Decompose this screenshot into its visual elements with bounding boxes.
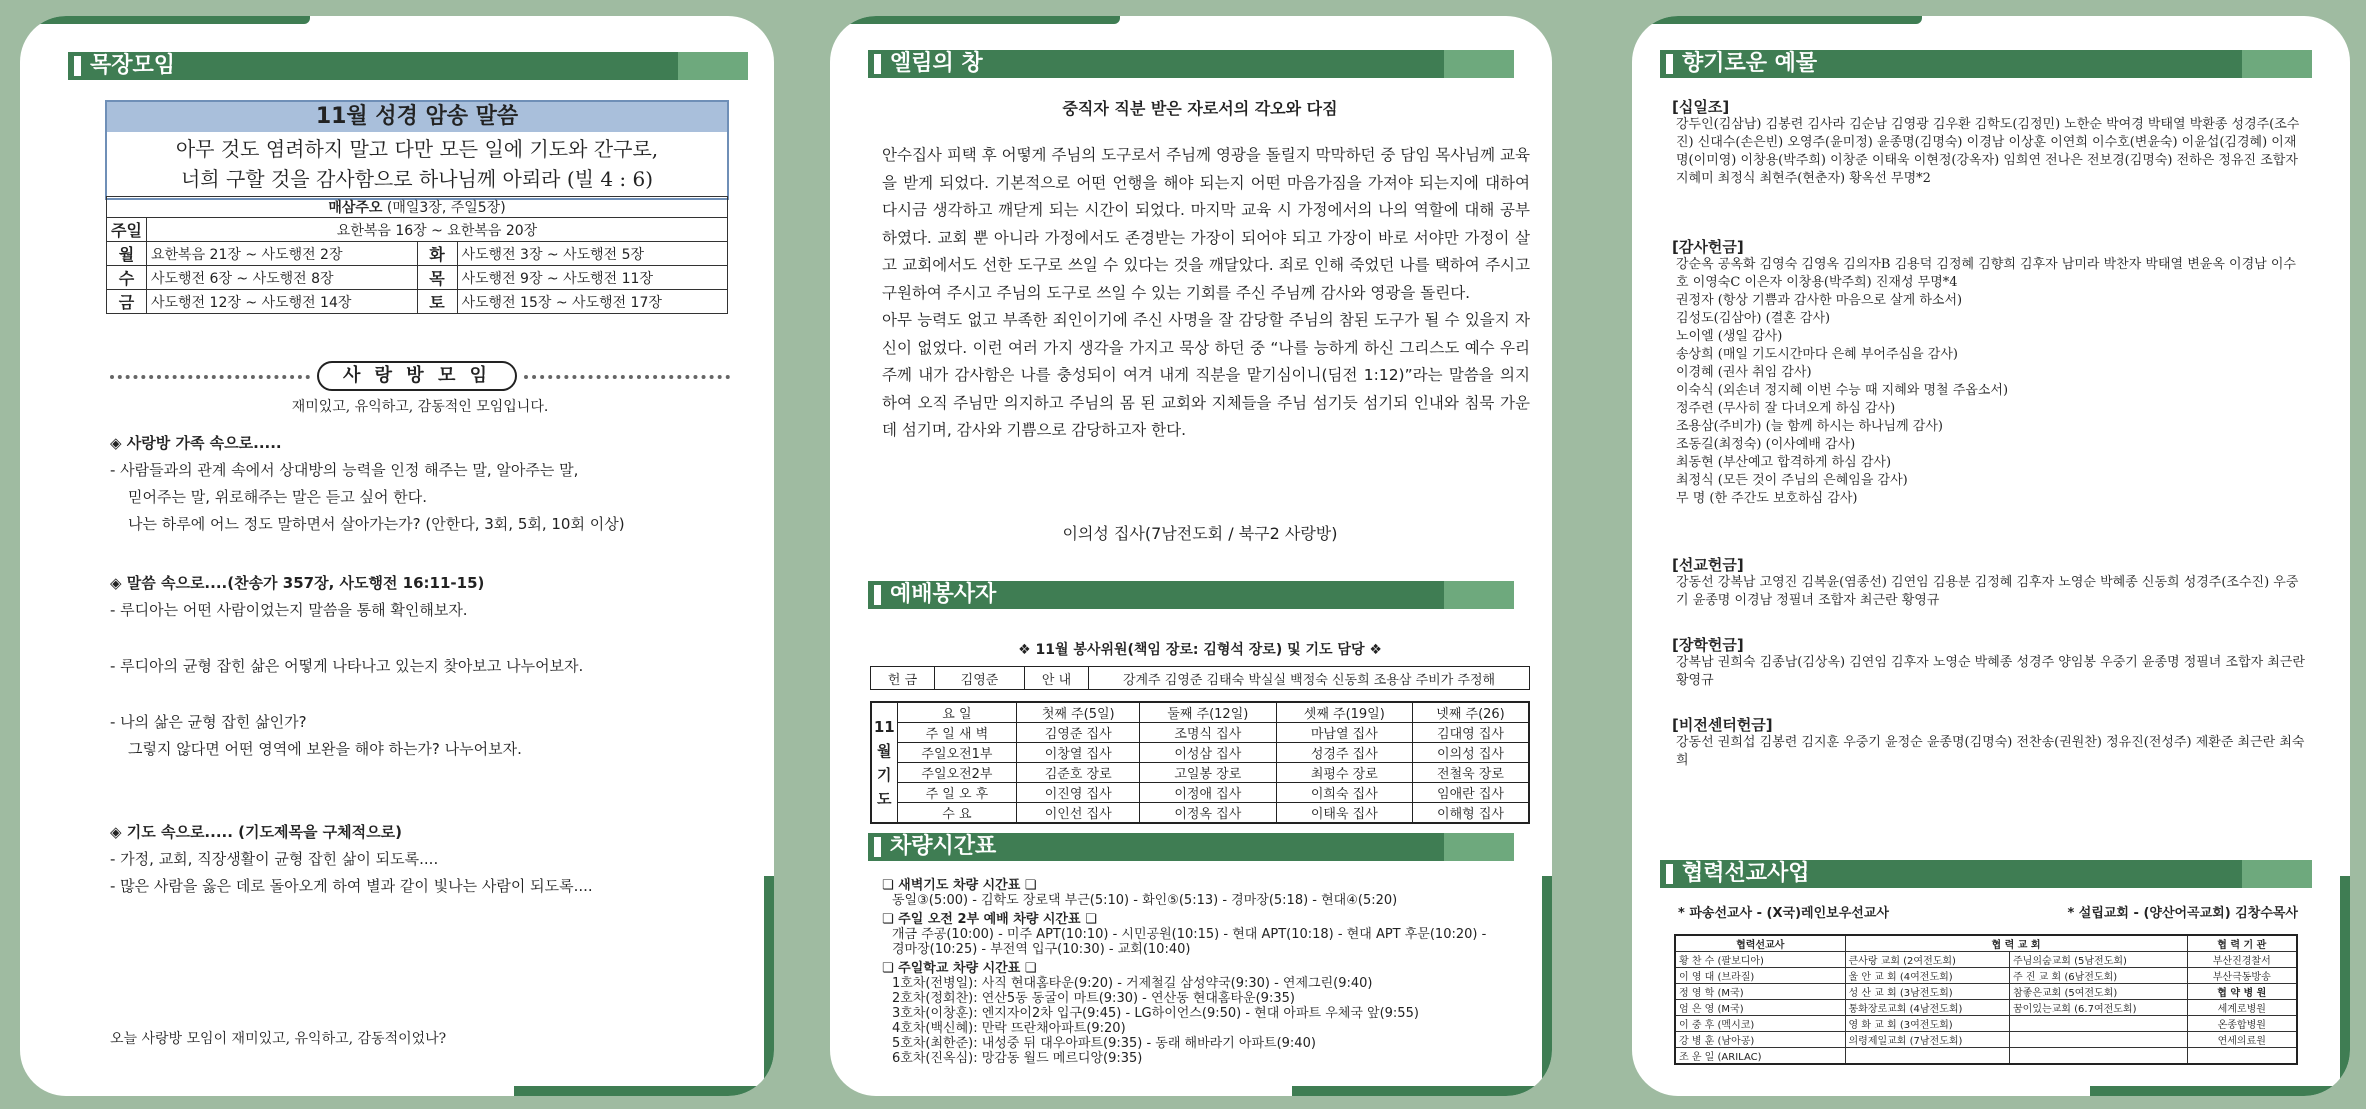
reading-day: 화 [417, 242, 457, 266]
mission-cell: 주 진 교 회 (6남전도회) [2010, 968, 2188, 984]
panel-elim-window [830, 16, 1552, 1096]
section-title-bus: 차량시간표 [868, 833, 1514, 861]
reading-range: 사도행전 15장 ~ 사도행전 17장 [457, 290, 728, 314]
section-title-elim: 엘림의 창 [868, 50, 1514, 78]
offering-names-text: 강순옥 공옥화 김영숙 김영옥 김의자B 김용덕 김정혜 김향희 김후자 남미라 박찬자 박태열 변윤옥 이경남 이수호 이영숙C 이은자 이창용(박주희) 진재성 무명*4 [1676, 257, 2296, 290]
servers-value: 강계주 김영준 김태숙 박실실 백정숙 신동희 조용삼 주비가 주정해 [1089, 667, 1530, 690]
offering-names: 강두인(김삼남) 김봉련 김사라 김순남 김영광 김우환 김학도(김정민) 노한순 박여경 박태열 박환종 성경주(조수진) 신대수(손은빈) 오영주(윤미정) 윤종명(김명숙) 이경남 이상훈 이연희 이수호(변윤숙) 이윤섭(김경혜) 이재명(이미영) 이창용(박주희) 이창준 이태욱 이현정(강옥자) 임희연 전나은 전보경(김명숙) 전하은 정유진 조합자 지혜미 최정식 최현주(현춘자) 황옥선 무명*2 [1676, 117, 2300, 186]
bus-line: 2호차(정회찬): 연산5동 동굴이 마트(9:30) - 연산동 현대홈타운(9:35) [892, 991, 1295, 1006]
duty-cell: 수 요 [897, 803, 1017, 824]
mission-cell: 협 약 병 원 [2187, 984, 2297, 1000]
table-row [871, 723, 1529, 743]
reading-day: 금 [107, 290, 147, 314]
duty-cell: 전철욱 장로 [1413, 763, 1529, 783]
mission-cell: 정 영 학 (M국) [1675, 984, 1845, 1000]
servers-label: 안 내 [1025, 667, 1089, 690]
offering-heading: [장학헌금] [1672, 636, 1744, 654]
mission-cell: 온종합병원 [2187, 1016, 2297, 1032]
mission-cell: 황 찬 수 (팔보디아) [1675, 952, 1845, 968]
duty-cell: 주 일 오 후 [897, 783, 1017, 803]
list-item: 이경혜 (권사 취임 감사) [1676, 365, 1812, 380]
table-row [1675, 1000, 2297, 1016]
duty-cell: 이진영 집사 [1017, 783, 1140, 803]
mission-cell: 이 중 후 (멕시코) [1675, 1016, 1845, 1032]
text-line: 나는 하루에 어느 정도 말하면서 살아가는가? (안한다, 3회, 5회, 10회 이상) [128, 515, 625, 533]
text-line: - 많은 사람을 옳은 데로 돌아오게 하여 별과 같이 빛나는 사람이 되도록.... [110, 877, 593, 895]
mission-cell: 울 안 교 회 (4여전도회) [1845, 968, 2010, 984]
reading-day: 월 [107, 242, 147, 266]
list-item: 권정자 (항상 기쁨과 감사한 마음으로 살게 하소서) [1676, 293, 1963, 308]
duty-cell: 주 일 새 벽 [897, 723, 1017, 743]
mission-right-label: * 설립교회 - (양산어곡교회) 김창수목사 [2067, 906, 2298, 921]
table-row [871, 783, 1529, 803]
servers-value: 김영준 [935, 667, 1025, 690]
essay-title: 중직자 직분 받은 자로서의 각오와 다짐 [1062, 99, 1338, 118]
duty-cell: 고일봉 장로 [1140, 763, 1276, 783]
panel-offerings [1632, 16, 2350, 1096]
duty-cell: 주일오전1부 [897, 743, 1017, 763]
duty-cell: 김준호 장로 [1017, 763, 1140, 783]
reading-day: 주일 [107, 218, 147, 242]
decor-right-bar [2340, 876, 2350, 1096]
list-item: 최동현 (부산예고 합격하게 하심 감사) [1676, 455, 1892, 470]
essay-author: 이의성 집사(7남전도회 / 북구2 사랑방) [1062, 524, 1338, 543]
reading-title-cell [107, 197, 728, 218]
decor-right-bar [764, 876, 774, 1096]
section-title-small-group: 목장모임 [68, 52, 748, 80]
bus-heading: ❏ 주일학교 차량 시간표 ❏ [882, 961, 1037, 976]
decor-bottom-bar [1292, 1086, 1552, 1096]
text-line: - 루디아의 균형 잡힌 삶은 어떻게 나타나고 있는지 찾아보고 나누어보자. [110, 657, 584, 675]
text-line: - 나의 삶은 균형 잡힌 삶인가? [110, 713, 307, 731]
text-line: - 루디아는 어떤 사람이었는지 말씀을 통해 확인해보자. [110, 601, 468, 619]
table-row [107, 242, 728, 266]
section-word [110, 570, 750, 763]
duty-cell: 이태욱 집사 [1276, 803, 1412, 824]
memory-verse-line-1: 아무 것도 염려하지 말고 다만 모든 일에 기도와 간구로, [175, 137, 659, 161]
list-item: 최정식 (모든 것이 주님의 은혜임을 감사) [1676, 473, 1908, 488]
mission-cell: 강 병 훈 (남아공) [1675, 1032, 1845, 1048]
bus-line: 5호차(최한준): 내성중 뒤 대우아파트(9:35) - 동래 해바라기 아파트(9:40) [892, 1036, 1316, 1051]
offering-heading: [십일조] [1672, 98, 1730, 116]
mission-cell: 참좋은교회 (5여전도회) [2010, 984, 2188, 1000]
duty-cell: 이의성 집사 [1413, 743, 1529, 763]
sarang-subtitle: 재미있고, 유익하고, 감동적인 모임입니다. [291, 399, 549, 415]
duty-side-char: 11 [873, 717, 895, 736]
duty-side-char: 도 [877, 789, 892, 808]
mission-header: 협 력 기 관 [2187, 935, 2297, 952]
reading-day: 토 [417, 290, 457, 314]
dotted-divider [110, 375, 310, 379]
table-row [1675, 1016, 2297, 1032]
offering-names: 강복남 권희숙 김종남(김상옥) 김연임 김후자 노영순 박혜종 성경주 양임봉 우중기 윤종명 정필녀 조합자 최근란 황영규 [1676, 655, 2305, 688]
prayer-duty-table [870, 701, 1530, 824]
duty-cell: 조명식 집사 [1140, 723, 1276, 743]
duty-cell: 주일오전2부 [897, 763, 1017, 783]
offering-heading: [선교헌금] [1672, 556, 1744, 574]
duty-header: 둘째 주(12일) [1140, 702, 1276, 723]
reading-range: 요한복음 16장 ~ 요한복음 20장 [147, 218, 728, 242]
duty-cell: 이해형 집사 [1413, 803, 1529, 824]
table-row [107, 266, 728, 290]
mission-cell: 의령제일교회 (7남전도회) [1845, 1032, 2010, 1048]
bus-line: 4호차(백신혜): 만락 뜨란채아파트(9:20) [892, 1021, 1126, 1036]
decor-bottom-bar [2090, 1086, 2350, 1096]
table-row [871, 667, 1530, 690]
mission-header: 협력선교사 [1675, 935, 1845, 952]
mission-cell [2187, 1048, 2297, 1065]
table-row [871, 743, 1529, 763]
duty-side-char: 기 [877, 765, 892, 784]
decor-top-bar [1632, 16, 1922, 24]
offering-names [1676, 256, 2306, 508]
servers-label: 헌 금 [871, 667, 935, 690]
memory-verse-box [105, 100, 729, 200]
memory-verse-text [107, 132, 727, 198]
list-item: 무 명 (한 주간도 보호하심 감사) [1676, 491, 1858, 506]
duty-cell: 마남열 집사 [1276, 723, 1412, 743]
duty-cell: 임애란 집사 [1413, 783, 1529, 803]
mission-cell: 통화장로교회 (4남전도회) [1845, 1000, 2010, 1016]
decor-top-bar [830, 16, 1120, 24]
list-item: 정주련 (무사히 잘 다녀오게 하심 감사) [1676, 401, 1896, 416]
duty-cell: 이성삼 집사 [1140, 743, 1276, 763]
reading-day: 수 [107, 266, 147, 290]
duty-cell: 김영준 집사 [1017, 723, 1140, 743]
section-title-mission: 협력선교사업 [1660, 860, 2312, 888]
offering-names: 강동선 권희섭 김봉련 김지훈 우중기 윤정순 윤종명(김명숙) 전찬송(권원찬) 정유진(전성주) 제환준 최근란 최숙희 [1676, 735, 2305, 768]
essay-paragraph: 안수집사 피택 후 어떻게 주님의 도구로서 주님께 영광을 돌릴지 막막하던 중 담임 목사님께 교육을 받게 되었다. 기본적으로 어떤 언행을 해야 되는지 어떤 마음가짐을 가져야 되는지에 대하여 다시금 생각하고 깨닫게 되는 시간이 되었다. 마지막 교육 시 가정에서의 나의 역할에 대해 공부하였다. 교회 뿐 아니라 가정에서도 존경받는 가장이 되어야 되고 가장이 바로 서야만 가정이 살고 교회에서도 선한 도구로 쓰일 수 있다는 것을 깨달았다. 죄로 인해 죽었던 나를 택하여 주시고 구원하여 주시고 주님의 도구로 쓰일 수 있는 기회를 주신 주님께 감사와 영광을 돌린다. [882, 146, 1531, 302]
section-title-servers: 예배봉사자 [868, 581, 1514, 609]
mission-cell: 주님의숨교회 (5남전도회) [2010, 952, 2188, 968]
decor-bottom-bar [514, 1086, 774, 1096]
memory-verse-title: 11월 성경 암송 말씀 [107, 102, 727, 132]
table-row [871, 763, 1529, 783]
reading-range: 사도행전 9장 ~ 사도행전 11장 [457, 266, 728, 290]
reading-day: 목 [417, 266, 457, 290]
servers-subtitle: ❖ 11월 봉사위원(책임 장로: 김형석 장로) 및 기도 담당 ❖ [1018, 642, 1382, 658]
essay-body [882, 142, 1530, 445]
essay-paragraph: 아무 능력도 없고 부족한 죄인이기에 주신 사명을 잘 감당할 주님의 참된 도구가 될 수 있을지 자신이 없었다. 이런 여러 가지 생각을 가지고 묵상 하던 중 “나를 능하게 하신 그리스도 예수 우리 주께 내가 감사함은 나를 충성되이 여겨 내게 직분을 맡기심이니(딤전 1:12)”라는 말씀을 의지하여 오직 주님만 의지하고 주님의 몸 된 교회와 지체들을 주님 섬기듯 섬기되 인내와 침묵 가운데 섬기며, 감사와 기쁨으로 감당하고자 한다. [882, 311, 1530, 439]
table-row [1675, 984, 2297, 1000]
section-heading: ◈ 기도 속으로..... (기도제목을 구체적으로) [110, 823, 402, 841]
table-row [107, 290, 728, 314]
list-item: 노이엘 (생일 감사) [1676, 329, 1783, 344]
offering-heading: [감사헌금] [1672, 238, 1744, 256]
table-row [107, 218, 728, 242]
text-line: 믿어주는 말, 위로해주는 말은 듣고 싶어 한다. [128, 488, 427, 506]
table-row [871, 803, 1529, 824]
text-line: - 가정, 교회, 직장생활이 균형 잡힌 삶이 되도록.... [110, 850, 439, 868]
duty-cell: 이희숙 집사 [1276, 783, 1412, 803]
section-heading: ◈ 말씀 속으로....(찬송가 357장, 사도행전 16:11-15) [110, 574, 485, 592]
table-row [1675, 935, 2297, 952]
bus-schedule [882, 878, 1532, 1066]
list-item: 송상희 (매일 기도시간마다 은혜 부어주심을 감사) [1676, 347, 1958, 362]
list-item: 조동길(최정숙) (이사예배 감사) [1676, 437, 1856, 452]
list-item: 조용삼(주비가) (늘 함께 하시는 하나님께 감사) [1676, 419, 1943, 434]
panel-small-group [20, 16, 774, 1096]
bus-line: 경마장(10:25) - 부전역 입구(10:30) - 교회(10:40) [892, 942, 1191, 957]
decor-right-bar [1542, 876, 1552, 1096]
duty-header: 첫째 주(5일) [1017, 702, 1140, 723]
duty-cell: 이창열 집사 [1017, 743, 1140, 763]
bus-heading: ❏ 새벽기도 차량 시간표 ❏ [882, 878, 1037, 893]
mission-cell: 큰사랑 교회 (2여전도회) [1845, 952, 2010, 968]
mission-cell: 엄 은 영 (M국) [1675, 1000, 1845, 1016]
reading-range: 사도행전 12장 ~ 사도행전 14장 [147, 290, 418, 314]
table-row [871, 702, 1529, 723]
section-heading: ◈ 사랑방 가족 속으로..... [110, 434, 282, 452]
mission-cell [1845, 1048, 2010, 1065]
bible-reading-table [106, 196, 728, 314]
bus-line: 6호차(진옥심): 망감동 월드 메르디앙(9:35) [892, 1051, 1143, 1066]
mission-cell: 부산극동방송 [2187, 968, 2297, 984]
decor-top-bar [20, 16, 310, 24]
mission-cell: 이 영 대 (브라질) [1675, 968, 1845, 984]
mission-cell: 부산진경찰서 [2187, 952, 2297, 968]
bus-line: 3호차(이창훈): 엔지자이2차 입구(9:45) - LG하이언스(9:50) - 현대 아파트 우체국 앞(9:55) [892, 1006, 1419, 1021]
dotted-divider [524, 375, 730, 379]
list-item: 이숙식 (외손녀 정지혜 이번 수능 때 지혜와 명철 주옵소서) [1676, 383, 2009, 398]
mission-cell: 세계로병원 [2187, 1000, 2297, 1016]
mission-cell: 조 운 일 (ARILAC) [1675, 1048, 1845, 1065]
reading-range: 사도행전 6장 ~ 사도행전 8장 [147, 266, 418, 290]
duty-header: 셋째 주(19일) [1276, 702, 1412, 723]
duty-cell: 성경주 집사 [1276, 743, 1412, 763]
table-row [1675, 952, 2297, 968]
table-row [1675, 1048, 2297, 1065]
sarang-title: 사 랑 방 모 임 [317, 361, 517, 391]
bus-line: 1호차(전병일): 사직 현대홈타운(9:20) - 거제철길 삼성약국(9:30) - 연제그린(9:40) [892, 976, 1373, 991]
mission-cell: 영 화 교 회 (3여전도회) [1845, 1016, 2010, 1032]
mission-cell [2010, 1016, 2188, 1032]
mission-cell [2010, 1048, 2188, 1065]
reading-range: 사도행전 3장 ~ 사도행전 5장 [457, 242, 728, 266]
mission-cell [2010, 1032, 2188, 1048]
mission-left-label: * 파송선교사 - (X국)레인보우선교사 [1678, 906, 1889, 921]
reading-title: 매삼주오 [328, 200, 383, 216]
duty-side-char: 월 [877, 741, 892, 760]
bus-line: 동일③(5:00) - 김학도 장로댁 부근(5:10) - 화인⑤(5:13) - 경마장(5:18) - 현대④(5:20) [892, 893, 1398, 908]
offering-names: 강동선 강복남 고영진 김복윤(염종선) 김연임 김용분 김정혜 김후자 노영순 박혜종 신동희 성경주(조수진) 우중기 윤종명 이경남 정필녀 조합자 최근란 황영규 [1676, 575, 2299, 608]
duty-cell: 이인선 집사 [1017, 803, 1140, 824]
servers-table [870, 666, 1530, 690]
mission-cell: 연세의료원 [2187, 1032, 2297, 1048]
section-title-offerings: 향기로운 예물 [1660, 50, 2312, 78]
duty-cell: 이정옥 집사 [1140, 803, 1276, 824]
duty-side-label [871, 702, 897, 823]
table-row [1675, 968, 2297, 984]
reading-subtitle: (매일3장, 주일5장) [386, 200, 506, 216]
offering-heading: [비전센터헌금] [1672, 716, 1773, 734]
duty-cell: 이정애 집사 [1140, 783, 1276, 803]
duty-cell: 김대영 집사 [1413, 723, 1529, 743]
section-family [110, 430, 750, 538]
reading-range: 요한복음 21장 ~ 사도행전 2장 [147, 242, 418, 266]
duty-cell: 최평수 장로 [1276, 763, 1412, 783]
memory-verse-line-2: 너희 구할 것을 감사함으로 하나님께 아뢰라 (빌 4 : 6) [180, 167, 654, 191]
bus-heading: ❏ 주일 오전 2부 예배 차량 시간표 ❏ [882, 912, 1097, 927]
sarang-header [110, 361, 730, 391]
text-line: - 사람들과의 관계 속에서 상대방의 능력을 인정 해주는 말, 알아주는 말, [110, 461, 579, 479]
duty-header: 넷째 주(26) [1413, 702, 1529, 723]
mission-cell: 성 산 교 회 (3남전도회) [1845, 984, 2010, 1000]
section-prayer [110, 819, 750, 900]
footer-question: 오늘 사랑방 모임이 재미있고, 유익하고, 감동적이었나? [110, 1031, 447, 1047]
duty-header: 요 일 [897, 702, 1017, 723]
table-row [1675, 1032, 2297, 1048]
mission-table [1674, 934, 2298, 1065]
mission-cell: 꿈이있는교회 (6.7여전도회) [2010, 1000, 2188, 1016]
text-line: 그렇지 않다면 어떤 영역에 보완을 해야 하는가? 나누어보자. [128, 740, 522, 758]
list-item: 김성도(김삼아) (결혼 감사) [1676, 311, 1831, 326]
mission-header: 협 력 교 회 [1845, 935, 2187, 952]
bus-line: 개금 주공(10:00) - 미주 APT(10:10) - 시민공원(10:15) - 현대 APT(10:18) - 현대 APT 후문(10:20) - [892, 927, 1487, 942]
